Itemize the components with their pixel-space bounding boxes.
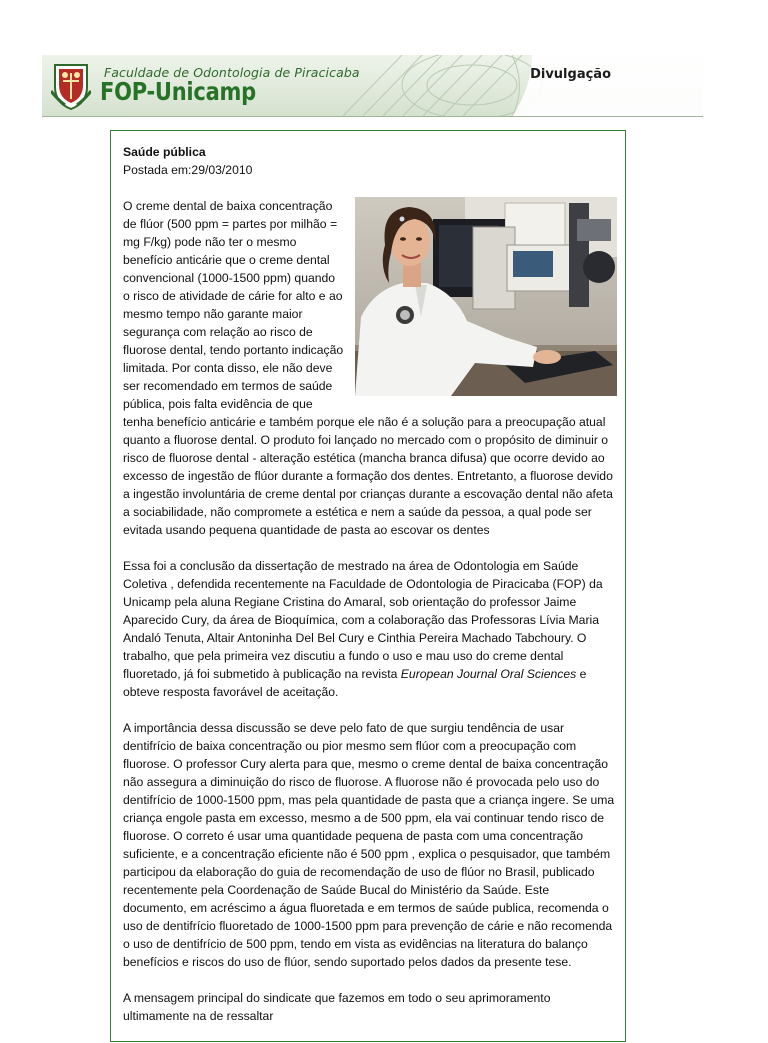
article-paragraph-4: A mensagem principal do sindicate que fazemos em todo o seu aprimoramento ultimamente na de ressaltar [123, 991, 551, 1023]
brand-title: FOP-Unicamp [100, 77, 256, 106]
paragraph-2-text: Essa foi a conclusão da dissertação de mestrado na área de Odontologia em Saúde Coletiva , defendida recentemente na Faculdade de Odontologia de Piracicaba (FOP) da Unicamp pela aluna Regiane Cristina do Amaral, sob orientação do professor Jaime Aparecido Cury, da área de Bioquímica, com a colaboração das Professoras Lívia Maria Andaló Tenuta, Altair Antoninha Del Bel Cury e Cinthia Pereira Machado Tabchoury. O trabalho, que pela primeira vez discutiu a fundo o uso e mau uso do creme dental fluoretado, já foi submetido à publicação na revista [123, 559, 603, 681]
banner-divider [42, 116, 703, 117]
paragraph-2-text-end: e obteve resposta favorável de aceitação. [123, 667, 587, 699]
article-body [123, 143, 615, 1043]
article-box [110, 130, 626, 1042]
header-banner [42, 55, 703, 117]
article-paragraph-1: O creme dental de baixa concentração de flúor (500 ppm = partes por milhão = mg F/kg) pode não ter o mesmo benefício anticárie que o creme dental convencional (1000-1500 ppm) quando o risco de atividade de cárie for alto e ao mesmo tempo não garante maior segurança com relação ao risco de fluorose dental, tendo portanto indicação limitada. Por conta disso, ele não deve ser recomendado em termos de saúde pública, pois falta evidência de que tenha benefício anticárie e também porque ele não é a solução para a preocupação atual quanto a fluorose dental. O produto foi lançado no mercado com o propósito de diminuir o risco de fluorose dental - alteração estética (mancha branca difusa) que ocorre devido ao excesso de ingestão de flúor durante a formação dos dentes. Entretanto, a fluorose devido a ingestão involuntária de creme dental por crianças durante a escovação dental não afeta a sociabilidade, não compromete a estética e nem a saúde da pessoa, a qual pode ser evitada usando pequena quantidade de pasta ao escovar os dentes [123, 199, 613, 537]
article-paragraph-2 [123, 557, 615, 701]
posted-date: Postada em:29/03/2010 [123, 163, 253, 177]
fop-crest-logo [51, 61, 91, 111]
researcher-photo [355, 197, 617, 396]
journal-name: European Journal Oral Sciences [400, 667, 577, 681]
article-category: Saúde pública [123, 145, 206, 159]
article-paragraph-3: A importância dessa discussão se deve pelo fato de que surgiu tendência de usar dentifrício de baixa concentração ou pior mesmo sem flúor com a preocupação com fluorose. O professor Cury alerta para que, mesmo o creme dental de baixa concentração não assegura a diminuição do risco de fluorose. A fluorose não é provocada pelo uso do dentifrício de 1000-1500 ppm, mas pela quantidade de pasta que a criança ingere. Se uma criança engole pasta em excesso, mesmo a de 500 ppm, ela vai continuar tendo risco de fluorose. O correto é usar uma quantidade pequena de pasta com uma concentração suficiente, e a concentração eficiente não é 500 ppm , explica o pesquisador, que também participou da elaboração do guia de recomendação de uso de flúor no Brasil, publicado recentemente pela Coordenação de Saúde Bucal do Ministério da Saúde. Este documento, em acréscimo a água fluoretada e em termos de saúde publica, recomenda o uso de dentifrício fluoretado de 1000-1500 ppm para prevenção de cárie e não recomenda o uso de dentifrício de 500 ppm, tendo em vista as evidências na literatura do balanço benefícios e riscos do uso de flúor, sendo suportado pelos dados da presente tese. [123, 721, 615, 969]
section-title: Divulgação [530, 67, 611, 82]
institution-name: Faculdade de Odontologia de Piracicaba [104, 65, 360, 80]
